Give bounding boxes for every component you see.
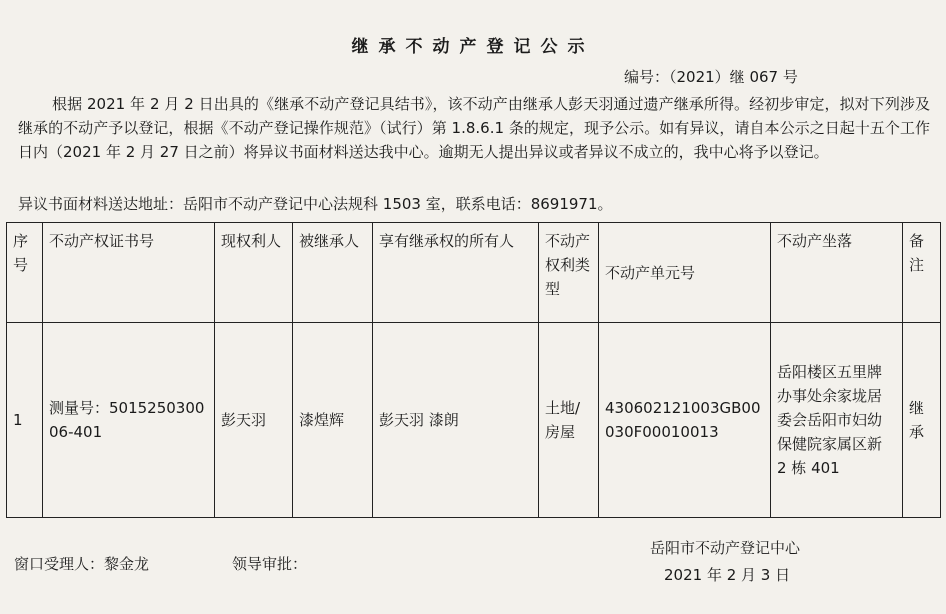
property-table — [6, 222, 941, 518]
document-number: 编号：（2021）继 067 号 — [624, 68, 798, 86]
row-owner: 彭天羽 — [215, 323, 293, 518]
row-unit-no: 430602121003GB00030F00010013 — [599, 323, 771, 518]
table-header-row — [7, 223, 941, 323]
row-seq: 1 — [7, 323, 43, 518]
objection-address: 异议书面材料送达地址：岳阳市不动产登记中心法规科 1503 室，联系电话：8691971。 — [18, 195, 613, 213]
row-decedent: 漆煌辉 — [293, 323, 373, 518]
header-location: 不动产坐落 — [771, 223, 903, 323]
page-title: 继承不动产登记公示 — [351, 37, 595, 57]
header-cert: 不动产权证书号 — [43, 223, 215, 323]
header-remark: 备注 — [903, 223, 941, 323]
row-heirs: 彭天羽 漆朗 — [373, 323, 539, 518]
row-cert: 测量号：501525030006-401 — [43, 323, 215, 518]
notice-body: 根据 2021 年 2 月 2 日出具的《继承不动产登记具结书》，该不动产由继承人彭天羽通过遗产继承所得。经初步审定，拟对下列涉及继承的不动产予以登记，根据《不动产登记操作规范》（试行）第 1.8.6.1 条的规定，现予公示。如有异议，请自本公示之日起十五个工作日内（2021 年 2 月 27 日之前）将异议书面材料送达我中心。逾期无人提出异议或者异议不成立的，我中心将予以登记。 — [18, 95, 930, 161]
row-right-type: 土地/房屋 — [539, 323, 599, 518]
receiver-label: 窗口受理人：黎金龙 — [14, 555, 150, 573]
issuing-org: 岳阳市不动产登记中心 — [650, 539, 801, 557]
header-owner: 现权利人 — [215, 223, 293, 323]
table-row — [7, 323, 941, 518]
row-remark: 继承 — [903, 323, 941, 518]
header-right-type: 不动产权利类型 — [539, 223, 599, 323]
header-decedent: 被继承人 — [293, 223, 373, 323]
header-heirs: 享有继承权的所有人 — [373, 223, 539, 323]
issue-date: 2021 年 2 月 3 日 — [664, 566, 791, 584]
leader-approval-label: 领导审批： — [232, 555, 308, 573]
header-unit-no: 不动产单元号 — [599, 223, 771, 323]
row-location: 岳阳楼区五里牌办事处余家垅居委会岳阳市妇幼保健院家属区新 2 栋 401 — [771, 323, 903, 518]
header-seq: 序号 — [7, 223, 43, 323]
